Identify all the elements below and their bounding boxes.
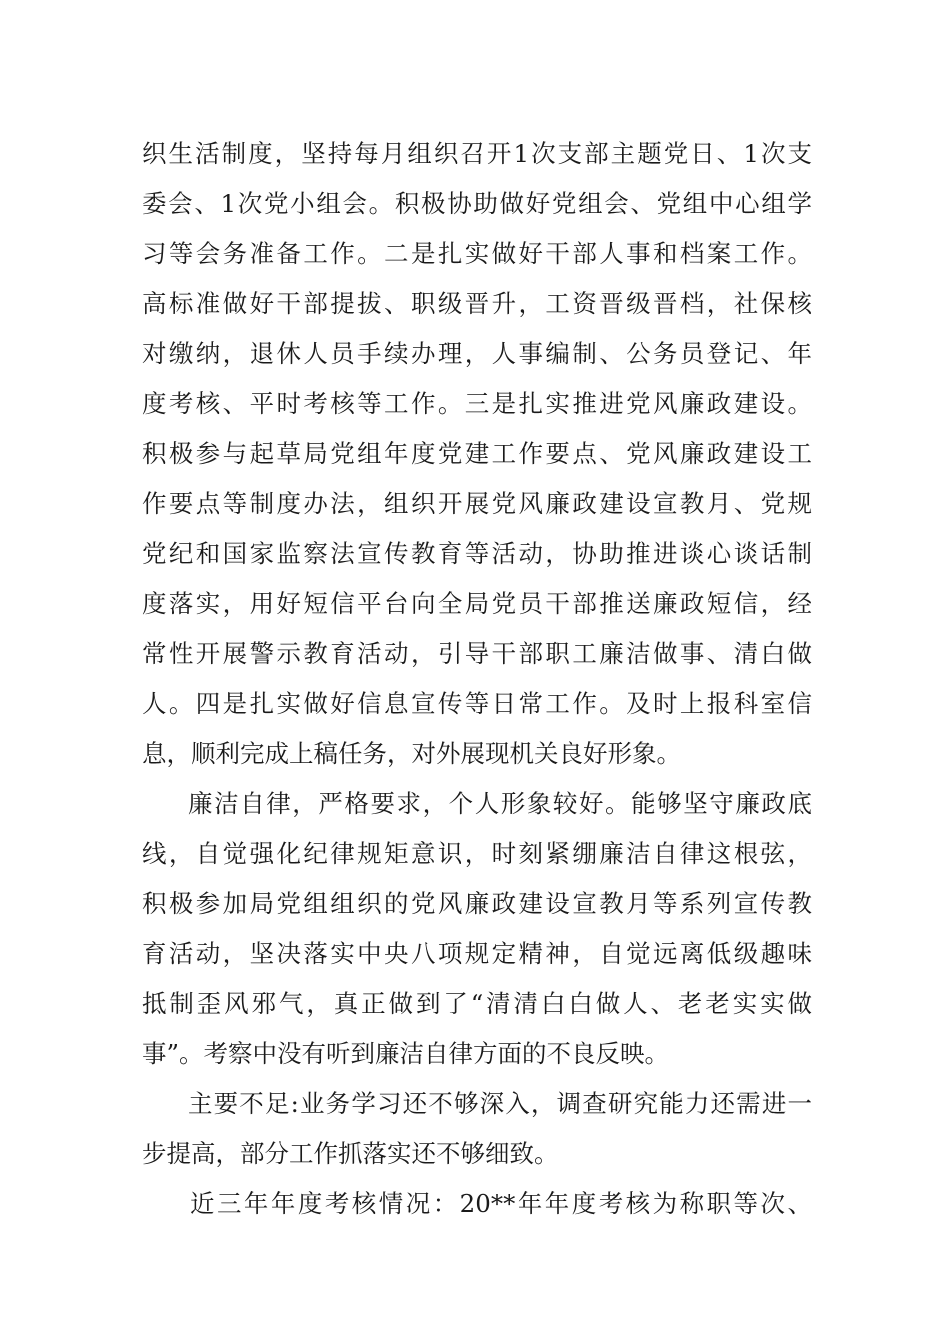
text-line: 党纪和国家监察法宣传教育等活动，协助推进谈心谈话制 xyxy=(142,539,812,568)
text-line: 作要点等制度办法，组织开展党风廉政建设宣教月、党规 xyxy=(142,489,812,518)
text-line: 抵制歪风邪气，真正做到了“清清白白做人、老老实实做 xyxy=(142,989,812,1018)
text-line: 度考核、平时考核等工作。三是扎实推进党风廉政建设。 xyxy=(142,389,812,418)
text-line: 织生活制度，坚持每月组织召开1次支部主题党日、1次支 xyxy=(142,139,812,168)
text-line: 对缴纳，退休人员手续办理，人事编制、公务员登记、年 xyxy=(142,339,812,368)
text-line: 积极参加局党组组织的党风廉政建设宣教月等系列宣传教 xyxy=(142,889,812,918)
text-line: 度落实，用好短信平台向全局党员干部推送廉政短信，经 xyxy=(142,589,812,618)
text-line: 线，自觉强化纪律规矩意识，时刻紧绷廉洁自律这根弦， xyxy=(142,839,812,868)
text-line: 常性开展警示教育活动，引导干部职工廉洁做事、清白做 xyxy=(142,639,812,668)
text-line: 委会、1次党小组会。积极协助做好党组会、党组中心组学 xyxy=(142,189,812,218)
text-line: 高标准做好干部提拔、职级晋升，工资晋级晋档，社保核 xyxy=(142,289,812,318)
text-line: 事”。考察中没有听到廉洁自律方面的不良反映。 xyxy=(142,1039,670,1068)
paragraph-first-line: 主要不足:业务学习还不够深入，调查研究能力还需进一 xyxy=(188,1089,812,1118)
text-line: 育活动，坚决落实中央八项规定精神，自觉远离低级趣味 xyxy=(142,939,812,968)
text-line: 习等会务准备工作。二是扎实做好干部人事和档案工作。 xyxy=(142,239,812,268)
paragraph-first-line: 廉洁自律，严格要求，个人形象较好。能够坚守廉政底 xyxy=(188,789,812,818)
text-line: 人。四是扎实做好信息宣传等日常工作。及时上报科室信 xyxy=(142,689,812,718)
text-line: 步提高，部分工作抓落实还不够细致。 xyxy=(142,1139,559,1168)
paragraph-first-line: 近三年年度考核情况：20**年年度考核为称职等次、 xyxy=(190,1189,812,1218)
text-line: 积极参与起草局党组年度党建工作要点、党风廉政建设工 xyxy=(142,439,812,468)
text-line: 息，顺利完成上稿任务，对外展现机关良好形象。 xyxy=(142,739,681,768)
